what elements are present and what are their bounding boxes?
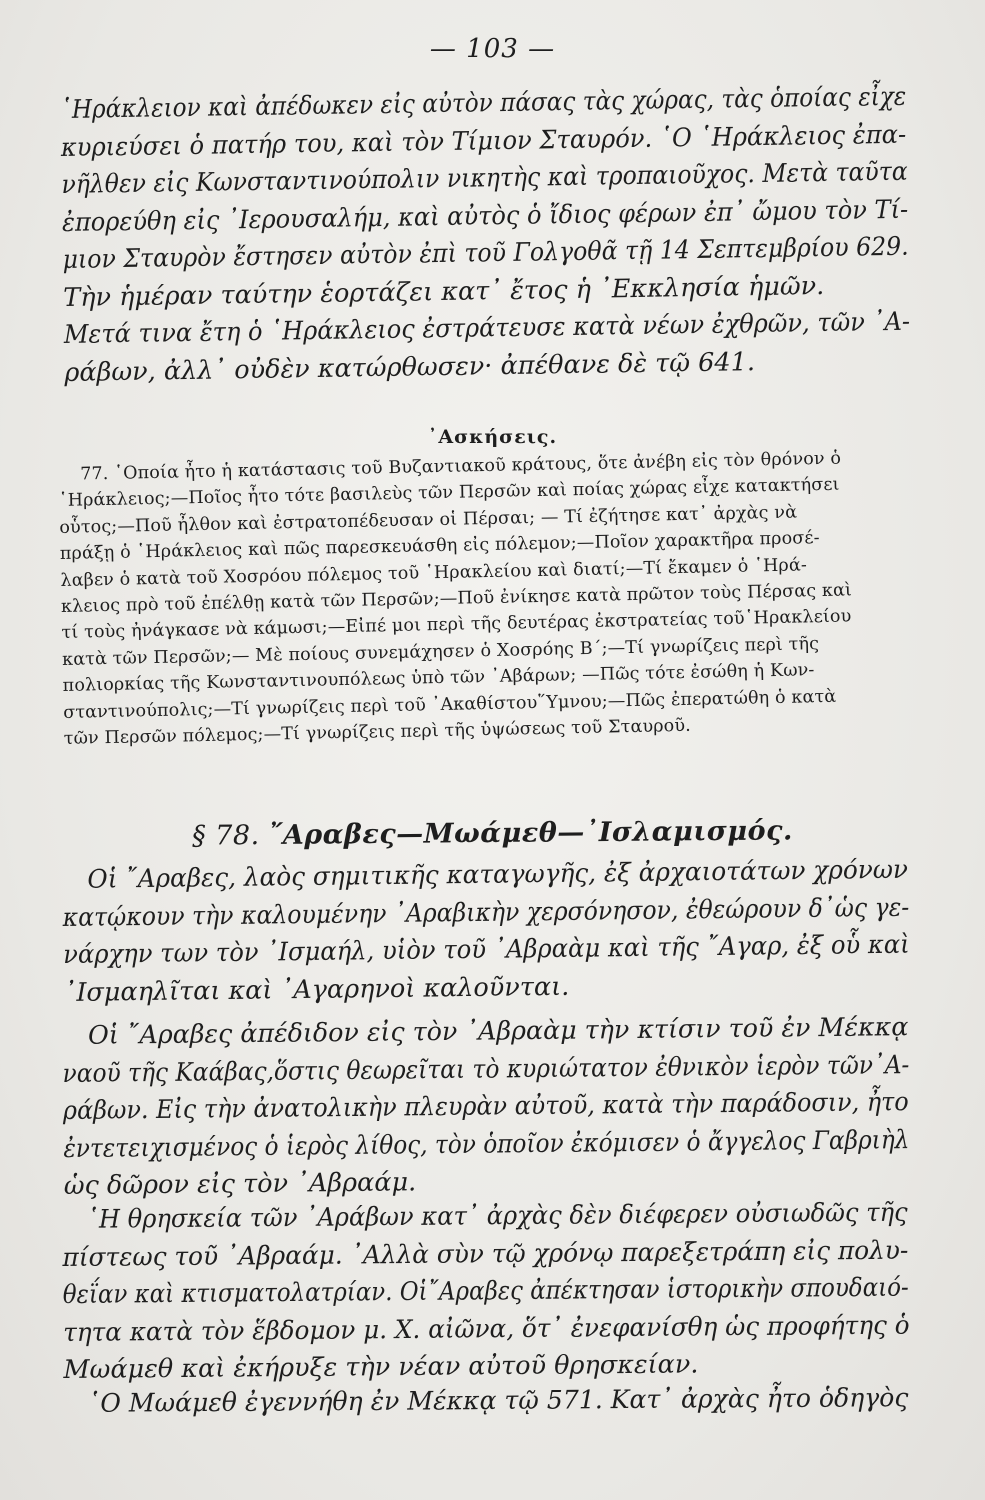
section-title: ῎Αραβες—Μωάμεθ—᾽Ισλαμισμός. — [268, 815, 793, 851]
paragraph-heraclius — [60, 79, 911, 392]
text-line: νῆλθεν εἰς Κωνσταντινούπολιν νικητὴς καὶ τροπαιοῦχος. Μετὰ ταῦτα — [61, 156, 908, 200]
exercise-line: 77. ῾Οποία ἦτο ἡ κατάστασις τοῦ Βυζαντιακοῦ κράτους, ὅτε ἀνέβη εἰς τὸν θρόνον ὁ — [80, 448, 842, 485]
text-line: Οἱ ῎Αραβες ἀπέδιδον εἰς τὸν ᾽Αβραὰμ τὴν κτίσιν τοῦ ἐν Μέκκᾳ — [87, 1012, 909, 1051]
text-line: ράβων. Εἰς τὴν ἀνατολικὴν πλευρὰν αὐτοῦ, κατὰ τὴν παράδοσιν, ἦτο — [62, 1087, 909, 1126]
exercise-line: κλειος πρὸ τοῦ ἐπέλθῃ κατὰ τῶν Περσῶν;—Ποῦ ἐνίκησε κατὰ πρῶτον τοὺς Πέρσας καὶ — [60, 580, 853, 617]
text-line: ὡς δῶρον εἰς τὸν ᾽Αβραάμ. — [63, 1167, 417, 1201]
paragraph-kaaba — [62, 1009, 910, 1205]
exercise-line: πράξῃ ὁ ῾Ηράκλειος καὶ πῶς παρεσκευάσθη εἰς πόλεμον;—Ποῖον χαρακτῆρα προσέ- — [59, 528, 820, 565]
exercise-line: πολιορκίας τῆς Κωνσταντινουπόλεως ὑπὸ τῶν ᾽Αβάρων; —Πῶς τότε ἐσώθη ἡ Κων- — [62, 660, 815, 697]
paragraph-arabs-origin — [62, 852, 910, 1012]
section-heading — [0, 814, 985, 854]
exercise-line: σταντινούπολις;—Τί γνωρίζεις περὶ τοῦ ᾽Ακαθίστου῞Υμνου;—Πῶς ἐπερατώθη ὁ κατὰ — [63, 686, 837, 723]
text-line: ἐπορεύθη εἰς ᾽Ιερουσαλήμ, καὶ αὐτὸς ὁ ἴδιος φέρων ἐπ᾽ ὤμου τὸν Τί- — [61, 194, 909, 238]
text-line: Μωάμεθ καὶ ἐκήρυξε τὴν νέαν αὐτοῦ θρησκείαν. — [63, 1349, 699, 1385]
exercise-line: κατὰ τῶν Περσῶν;— Μὲ ποίους συνεμάχησεν ὁ Χοσρόης Β´;—Τί γνωρίζεις περὶ τῆς — [61, 633, 820, 670]
text-line: κατῴκουν τὴν καλουμένην ᾽Αραβικὴν χερσόνησον, ἐθεώρουν δ᾽ὡς γε- — [62, 892, 910, 933]
text-line: ᾽Ισμαηλῖται καὶ ᾽Αγαρηνοὶ καλοῦνται. — [63, 971, 570, 1008]
text-line: κυριεύσει ὁ πατήρ του, καὶ τὸν Τίμιον Σταυρόν. ῾Ο ῾Ηράκλειος ἐπα- — [60, 119, 907, 163]
text-line: Τὴν ἡμέραν ταύτην ἑορτάζει κατ᾽ ἔτος ἡ ᾽Εκκλησία ἡμῶν. — [62, 270, 825, 313]
exercise-line: οὗτος;—Ποῦ ἦλθον καὶ ἐστρατοπέδευσαν οἱ Πέρσαι; — Τί ἐζήτησε κατ᾽ ἀρχὰς νὰ — [59, 502, 798, 538]
text-line: μιον Σταυρὸν ἔστησεν αὐτὸν ἐπὶ τοῦ Γολγοθᾶ τῇ 14 Σεπτεμβρίου 629. — [62, 231, 909, 275]
exercise-line: λαβεν ὁ κατὰ τοῦ Χοσρόου πόλεμος τοῦ ῾Ηρακλείου καὶ διατί;—Τί ἔκαμεν ὁ ῾Ηρά- — [60, 554, 808, 591]
text-line: θεΐαν καὶ κτισματολατρίαν. Οἱ῎Αραβες ἀπέκτησαν ἱστορικὴν σπουδαιό- — [62, 1272, 909, 1310]
paragraph-religion — [62, 1195, 910, 1390]
page-number: — 103 — — [429, 34, 556, 64]
text-line: νάρχην των τὸν ᾽Ισμαήλ, υἱὸν τοῦ ᾽Αβραὰμ καὶ τῆς ῎Αγαρ, ἐξ οὗ καὶ — [62, 929, 910, 970]
text-line: ῾Ηράκλειον καὶ ἀπέδωκεν εἰς αὐτὸν πάσας τὰς χώρας, τὰς ὁποίας εἶχε — [60, 81, 907, 125]
paragraph-mohammed — [62, 1380, 908, 1423]
text-line: ναοῦ τῆς Καάβας,ὅστις θεωρεῖται τὸ κυριώτατον ἐθνικὸν ἱερὸν τῶν᾽Α- — [62, 1049, 910, 1089]
section-number: § 78. — [192, 820, 260, 852]
text-line: πίστεως τοῦ ᾽Αβραάμ. ᾽Αλλὰ σὺν τῷ χρόνῳ παρεξετράπη εἰς πολυ- — [62, 1235, 909, 1273]
exercises-heading: ᾽Ασκήσεις. — [427, 426, 558, 448]
text-line: ῾Ο Μωάμεθ ἐγεννήθη ἐν Μέκκᾳ τῷ 571. Κατ᾽ ἀρχὰς ἦτο ὁδηγὸς — [87, 1383, 909, 1419]
text-line: ἐντετειχισμένος ὁ ἱερὸς λίθος, τὸν ὁποῖον ἐκόμισεν ὁ ἄγγελος Γαβριὴλ — [63, 1124, 910, 1164]
exercises-block — [58, 444, 910, 752]
exercise-line: τῶν Περσῶν πόλεμος;—Τί γνωρίζεις περὶ τῆς ὑψώσεως τοῦ Σταυροῦ. — [63, 715, 692, 749]
text-line: Οἱ ῎Αραβες, λαὸς σημιτικῆς καταγωγῆς, ἐξ ἀρχαιοτάτων χρόνων — [87, 854, 909, 895]
text-line: ράβων, ἀλλ᾽ οὐδὲν κατώρθωσεν· ἀπέθανε δὲ τῷ 641. — [64, 346, 756, 388]
exercise-line: τί τοὺς ἠνάγκασε νὰ κάμωσι;—Εἰπέ μοι περὶ τῆς δευτέρας ἐκστρατείας τοῦ῾Ηρακλείου — [61, 606, 852, 644]
text-line: ῾Η θρησκεία τῶν ᾽Αράβων κατ᾽ ἀρχὰς δὲν διέφερεν οὐσιωδῶς τῆς — [86, 1197, 908, 1235]
exercise-line: ῾Ηράκλειος;—Ποῖος ἦτο τότε βασιλεὺς τῶν Περσῶν καὶ ποίας χώρας εἶχε κατακτήσει — [58, 475, 840, 512]
text-line: τητα κατὰ τὸν ἕβδομον μ. Χ. αἰῶνα, ὅτ᾽ ἐνεφανίσθη ὡς προφήτης ὁ — [63, 1310, 910, 1348]
text-line: Μετά τινα ἔτη ὁ ῾Ηράκλειος ἐστράτευσε κατὰ νέων ἐχθρῶν, τῶν ᾽Α- — [63, 306, 911, 350]
